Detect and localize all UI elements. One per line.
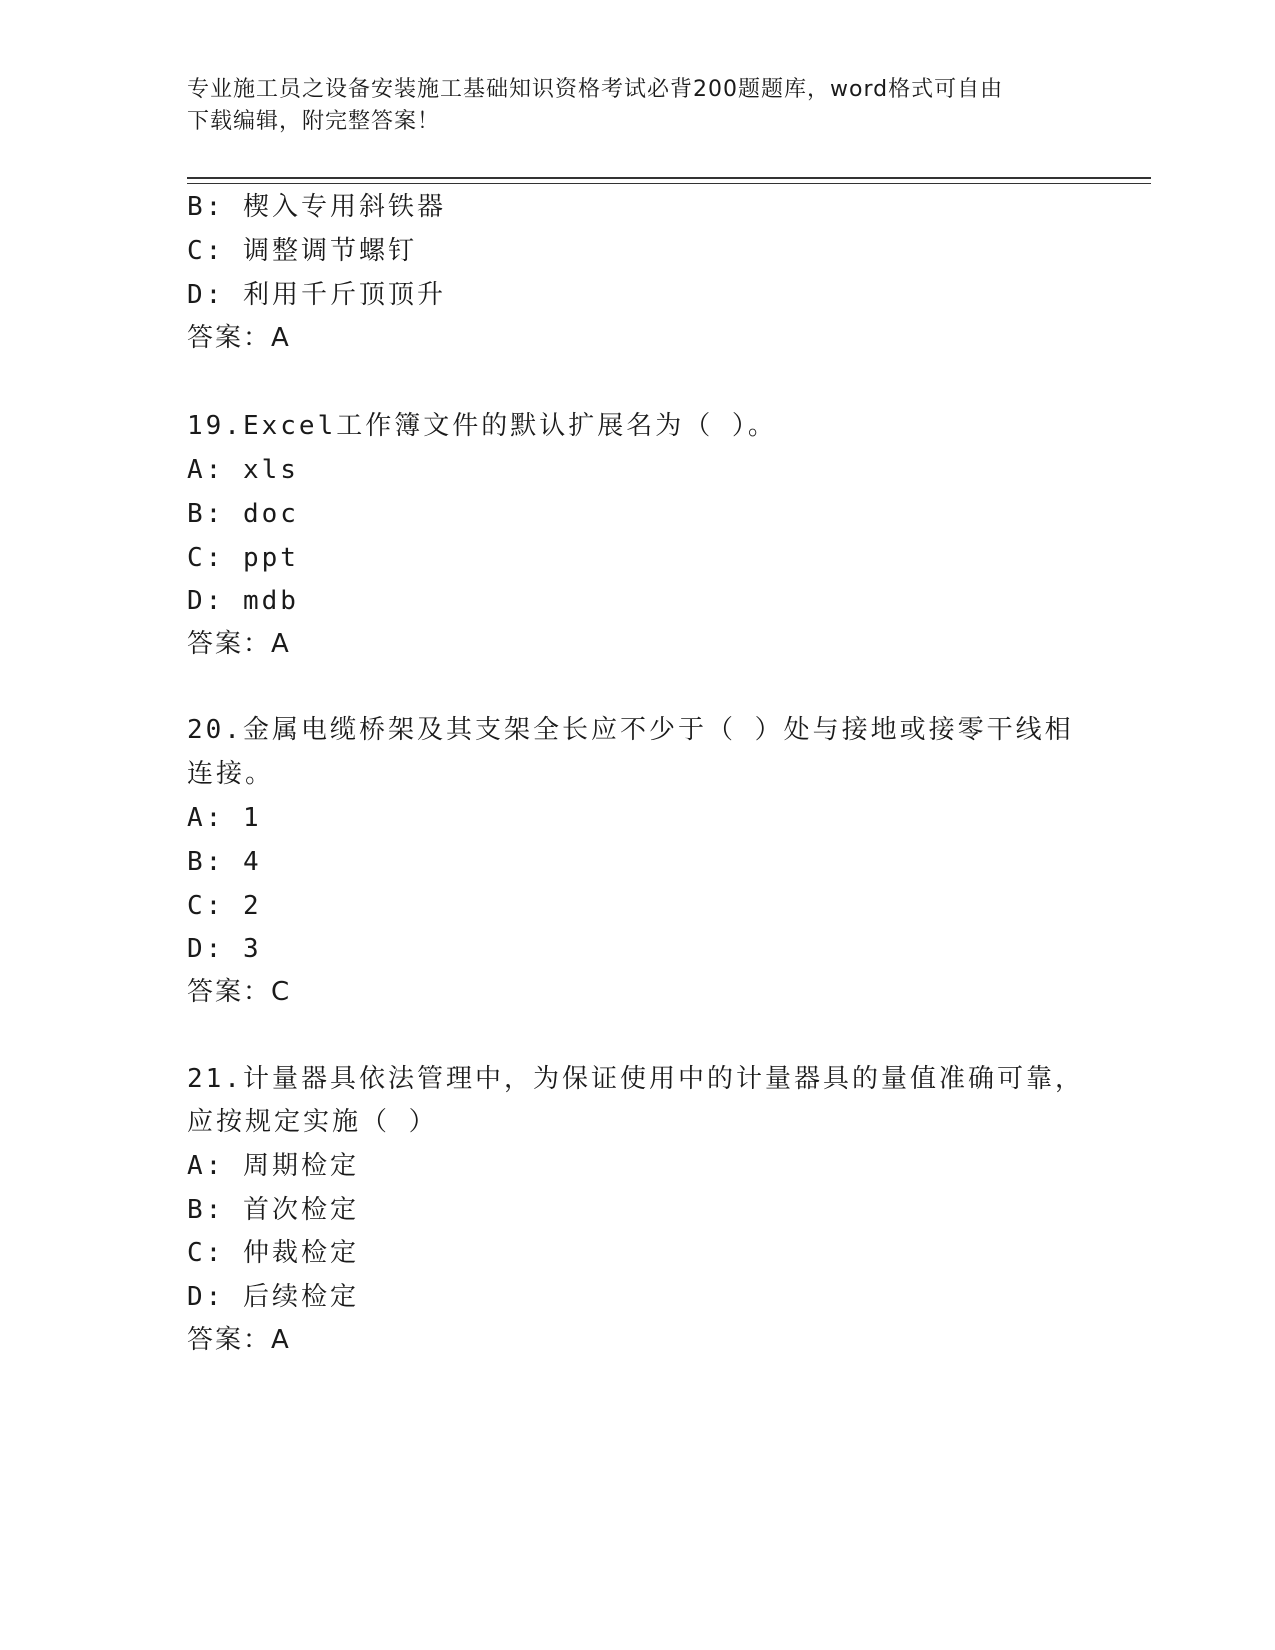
header-divider-thick — [187, 177, 1151, 179]
q21-option-a: A: 周期检定 — [187, 1151, 359, 1181]
q18-option-b: B: 楔入专用斜铁器 — [187, 192, 446, 222]
q19-option-a: A: xls — [187, 455, 299, 485]
q19-answer: 答案：A — [187, 629, 291, 659]
q20-option-b: B: 4 — [187, 847, 262, 877]
q21-option-d: D: 后续检定 — [187, 1282, 359, 1312]
q21-option-b: B: 首次检定 — [187, 1195, 359, 1225]
q20-stem-line-2: 连接。 — [187, 759, 275, 789]
q21-option-c: C: 仲裁检定 — [187, 1238, 359, 1268]
q20-option-c: C: 2 — [187, 891, 262, 921]
q18-option-c: C: 调整调节螺钉 — [187, 236, 417, 266]
document-header — [187, 74, 1067, 138]
q21-stem-line-1: 21.计量器具依法管理中，为保证使用中的计量器具的量值准确可靠， — [187, 1064, 1084, 1094]
header-line-2: 下载编辑，附完整答案！ — [187, 109, 441, 134]
q20-stem-line-1: 20.金属电缆桥架及其支架全长应不少于（ ）处与接地或接零干线相 — [187, 715, 1074, 745]
header-divider-thin — [187, 183, 1151, 184]
q20-answer: 答案：C — [187, 977, 292, 1007]
q21-stem-line-2: 应按规定实施（ ） — [187, 1107, 438, 1137]
q21-answer: 答案：A — [187, 1325, 291, 1355]
q19-option-d: D: mdb — [187, 586, 299, 616]
q19-option-b: B: doc — [187, 499, 299, 529]
q20-option-a: A: 1 — [187, 803, 262, 833]
q19-stem: 19.Excel工作簿文件的默认扩展名为（ ）。 — [187, 411, 777, 441]
q18-answer: 答案：A — [187, 323, 291, 353]
q19-option-c: C: ppt — [187, 543, 299, 573]
q18-option-d: D: 利用千斤顶顶升 — [187, 280, 446, 310]
q20-option-d: D: 3 — [187, 934, 262, 964]
header-line-1: 专业施工员之设备安装施工基础知识资格考试必背200题题库，word格式可自由 — [187, 77, 1004, 102]
